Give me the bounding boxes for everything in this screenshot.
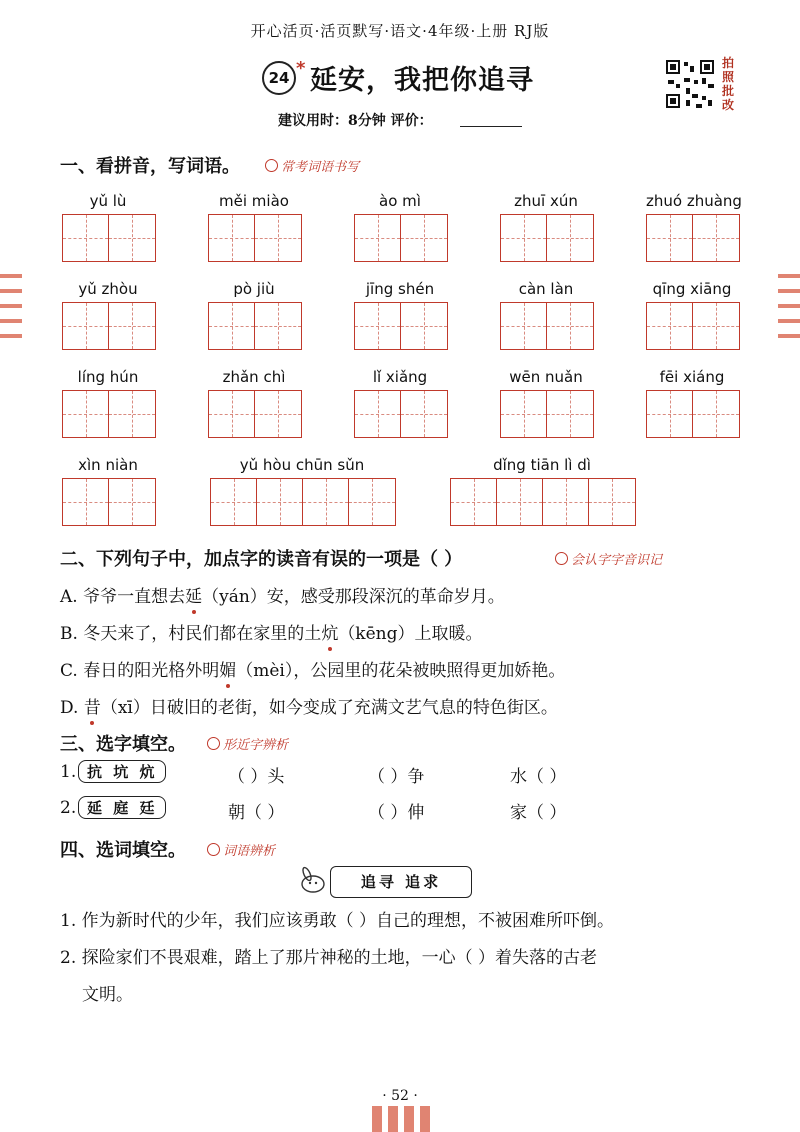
writing-grid[interactable]	[208, 214, 302, 262]
option-text: （kēng）上取暖。	[338, 624, 483, 644]
writing-grid[interactable]	[62, 302, 156, 350]
dotted-character: 媚	[219, 661, 237, 681]
grid-cell[interactable]	[547, 215, 593, 261]
pinyin-label: zhǎn chì	[222, 368, 286, 386]
grid-cell[interactable]	[547, 391, 593, 437]
grid-cell[interactable]	[693, 303, 739, 349]
grid-cell[interactable]	[451, 479, 497, 525]
grid-cell[interactable]	[355, 215, 401, 261]
grid-cell[interactable]	[647, 303, 693, 349]
grid-cell[interactable]	[401, 391, 447, 437]
pinyin-label: líng hún	[77, 368, 139, 386]
grid-cell[interactable]	[693, 215, 739, 261]
option-text: C. 春日的阳光格外明	[60, 661, 220, 681]
section-4-title: 四、选词填空。	[60, 840, 186, 861]
grid-cell[interactable]	[211, 479, 257, 525]
star-mark: *	[296, 58, 306, 79]
section-3-title: 三、选字填空。	[60, 734, 186, 755]
pinyin-label: lǐ xiǎng	[372, 368, 428, 386]
pinyin-label: yǔ lù	[89, 192, 127, 210]
option-a[interactable]	[60, 582, 505, 607]
section-4-sentence-1: 1. 作为新时代的少年，我们应该勇敢（ ）自己的理想，不被困难所吓倒。	[60, 911, 615, 931]
grid-cell[interactable]	[349, 479, 395, 525]
writing-grid[interactable]	[354, 302, 448, 350]
option-c[interactable]	[60, 656, 565, 681]
grid-cell[interactable]	[501, 303, 547, 349]
row-number: 2.	[60, 798, 77, 818]
pinyin-label: xìn niàn	[78, 456, 138, 474]
section-3-tag: 形近字辨析	[207, 734, 288, 753]
grid-cell[interactable]	[693, 391, 739, 437]
pinyin-label: fēi xiáng	[659, 368, 725, 386]
grid-cell[interactable]	[547, 303, 593, 349]
right-side-marks	[778, 274, 800, 349]
pinyin-label: měi miào	[219, 192, 289, 210]
pinyin-label: wēn nuǎn	[509, 368, 583, 386]
grid-cell[interactable]	[255, 303, 301, 349]
fill-blank[interactable]: 家（ ）	[510, 803, 567, 823]
writing-grid[interactable]	[62, 214, 156, 262]
writing-grid[interactable]	[646, 302, 740, 350]
grid-cell[interactable]	[255, 215, 301, 261]
grid-cell[interactable]	[401, 215, 447, 261]
row-number: 1.	[60, 762, 77, 782]
writing-grid[interactable]	[646, 390, 740, 438]
writing-grid[interactable]	[500, 214, 594, 262]
grid-cell[interactable]	[647, 391, 693, 437]
option-text: A. 爷爷一直想去	[60, 587, 186, 607]
lesson-title: 延安，我把你追寻	[310, 65, 534, 96]
writing-grid[interactable]	[450, 478, 636, 526]
fill-blank[interactable]: （ ）争	[368, 767, 425, 787]
tag-icon	[207, 737, 220, 750]
fill-blank[interactable]: （ ）头	[228, 767, 285, 787]
writing-grid[interactable]	[208, 390, 302, 438]
grid-cell[interactable]	[63, 479, 109, 525]
option-text: B. 冬天来了，村民们都在家里的土	[60, 624, 322, 644]
option-text: （xī）日破旧的老街，如今变成了充满文艺气息的特色街区。	[100, 698, 558, 718]
grid-cell[interactable]	[109, 391, 155, 437]
grid-cell[interactable]	[209, 215, 255, 261]
fill-blank[interactable]: 水（ ）	[510, 767, 567, 787]
writing-grid[interactable]	[500, 390, 594, 438]
option-text: （yán）安，感受那段深沉的革命岁月。	[202, 587, 505, 607]
tag-icon	[207, 843, 220, 856]
pinyin-label: zhuī xún	[514, 192, 578, 210]
tag-icon	[265, 159, 278, 172]
grid-cell[interactable]	[401, 303, 447, 349]
qr-code-icon[interactable]	[664, 58, 716, 110]
page-number: · 52 ·	[382, 1088, 418, 1104]
pinyin-label: ào mì	[379, 192, 421, 210]
footer-mark	[372, 1106, 382, 1132]
section-1-title: 一、看拼音，写词语。	[60, 156, 240, 177]
grid-cell[interactable]	[209, 391, 255, 437]
time-and-rating: 建议用时：8分钟 评价：	[278, 113, 433, 129]
option-d[interactable]	[60, 693, 558, 718]
lesson-number-badge: 24	[262, 61, 296, 95]
section-2-title: 二、下列句子中，加点字的读音有误的一项是（ ）	[60, 549, 463, 570]
grid-cell[interactable]	[209, 303, 255, 349]
pinyin-label: càn làn	[518, 280, 574, 298]
character-options: 抗 坑 炕	[78, 760, 166, 783]
grid-cell[interactable]	[543, 479, 589, 525]
rating-blank[interactable]	[460, 126, 522, 127]
grid-cell[interactable]	[109, 479, 155, 525]
pinyin-label: jīng shén	[365, 280, 435, 298]
grid-cell[interactable]	[355, 391, 401, 437]
section-4-tag: 词语辨析	[207, 840, 275, 859]
dotted-character: 炕	[321, 624, 339, 644]
option-b[interactable]	[60, 619, 483, 644]
writing-grid[interactable]	[210, 478, 396, 526]
writing-grid[interactable]	[354, 390, 448, 438]
option-text: D.	[60, 698, 84, 718]
grid-cell[interactable]	[589, 479, 635, 525]
grid-cell[interactable]	[355, 303, 401, 349]
footer-mark	[388, 1106, 398, 1132]
grid-cell[interactable]	[109, 215, 155, 261]
series-header: 开心活页·活页默写·语文·4年级·上册 RJ版	[250, 22, 550, 40]
writing-grid[interactable]	[354, 214, 448, 262]
grid-cell[interactable]	[501, 215, 547, 261]
section-1-tag: 常考词语书写	[265, 156, 359, 175]
section-4-sentence-3: 文明。	[82, 985, 133, 1005]
grid-cell[interactable]	[63, 215, 109, 261]
grid-cell[interactable]	[255, 391, 301, 437]
pinyin-label: yǔ zhòu	[78, 280, 138, 298]
writing-grid[interactable]	[62, 390, 156, 438]
pinyin-label: zhuó zhuàng	[646, 192, 742, 210]
grid-cell[interactable]	[109, 303, 155, 349]
scan-label: 拍照批改	[721, 56, 734, 112]
grid-cell[interactable]	[257, 479, 303, 525]
word-bank: 追寻 追求	[330, 866, 472, 898]
grid-cell[interactable]	[63, 391, 109, 437]
grid-cell[interactable]	[303, 479, 349, 525]
bunny-icon	[298, 866, 328, 894]
writing-grid[interactable]	[500, 302, 594, 350]
footer-mark	[404, 1106, 414, 1132]
fill-blank[interactable]: （ ）伸	[368, 803, 425, 823]
writing-grid[interactable]	[208, 302, 302, 350]
grid-cell[interactable]	[63, 303, 109, 349]
character-options: 延 庭 廷	[78, 796, 166, 819]
pinyin-label: pò jiù	[233, 280, 275, 298]
grid-cell[interactable]	[501, 391, 547, 437]
writing-grid[interactable]	[646, 214, 740, 262]
pinyin-label: qīng xiāng	[652, 280, 732, 298]
pinyin-label: dǐng tiān lì dì	[493, 456, 591, 474]
dotted-character: 昔	[83, 698, 101, 718]
tag-icon	[555, 552, 568, 565]
section-4-sentence-2: 2. 探险家们不畏艰难，踏上了那片神秘的土地，一心（ ）着失落的古老	[60, 948, 598, 968]
fill-blank[interactable]: 朝（ ）	[228, 803, 285, 823]
option-text: （mèi），公园里的花朵被映照得更加娇艳。	[236, 661, 566, 681]
left-side-marks	[0, 274, 22, 349]
section-2-tag: 会认字字音识记	[555, 549, 662, 568]
grid-cell[interactable]	[647, 215, 693, 261]
footer-mark	[420, 1106, 430, 1132]
dotted-character: 延	[185, 587, 203, 607]
grid-cell[interactable]	[497, 479, 543, 525]
pinyin-label: yǔ hòu chūn sǔn	[239, 456, 365, 474]
writing-grid[interactable]	[62, 478, 156, 526]
